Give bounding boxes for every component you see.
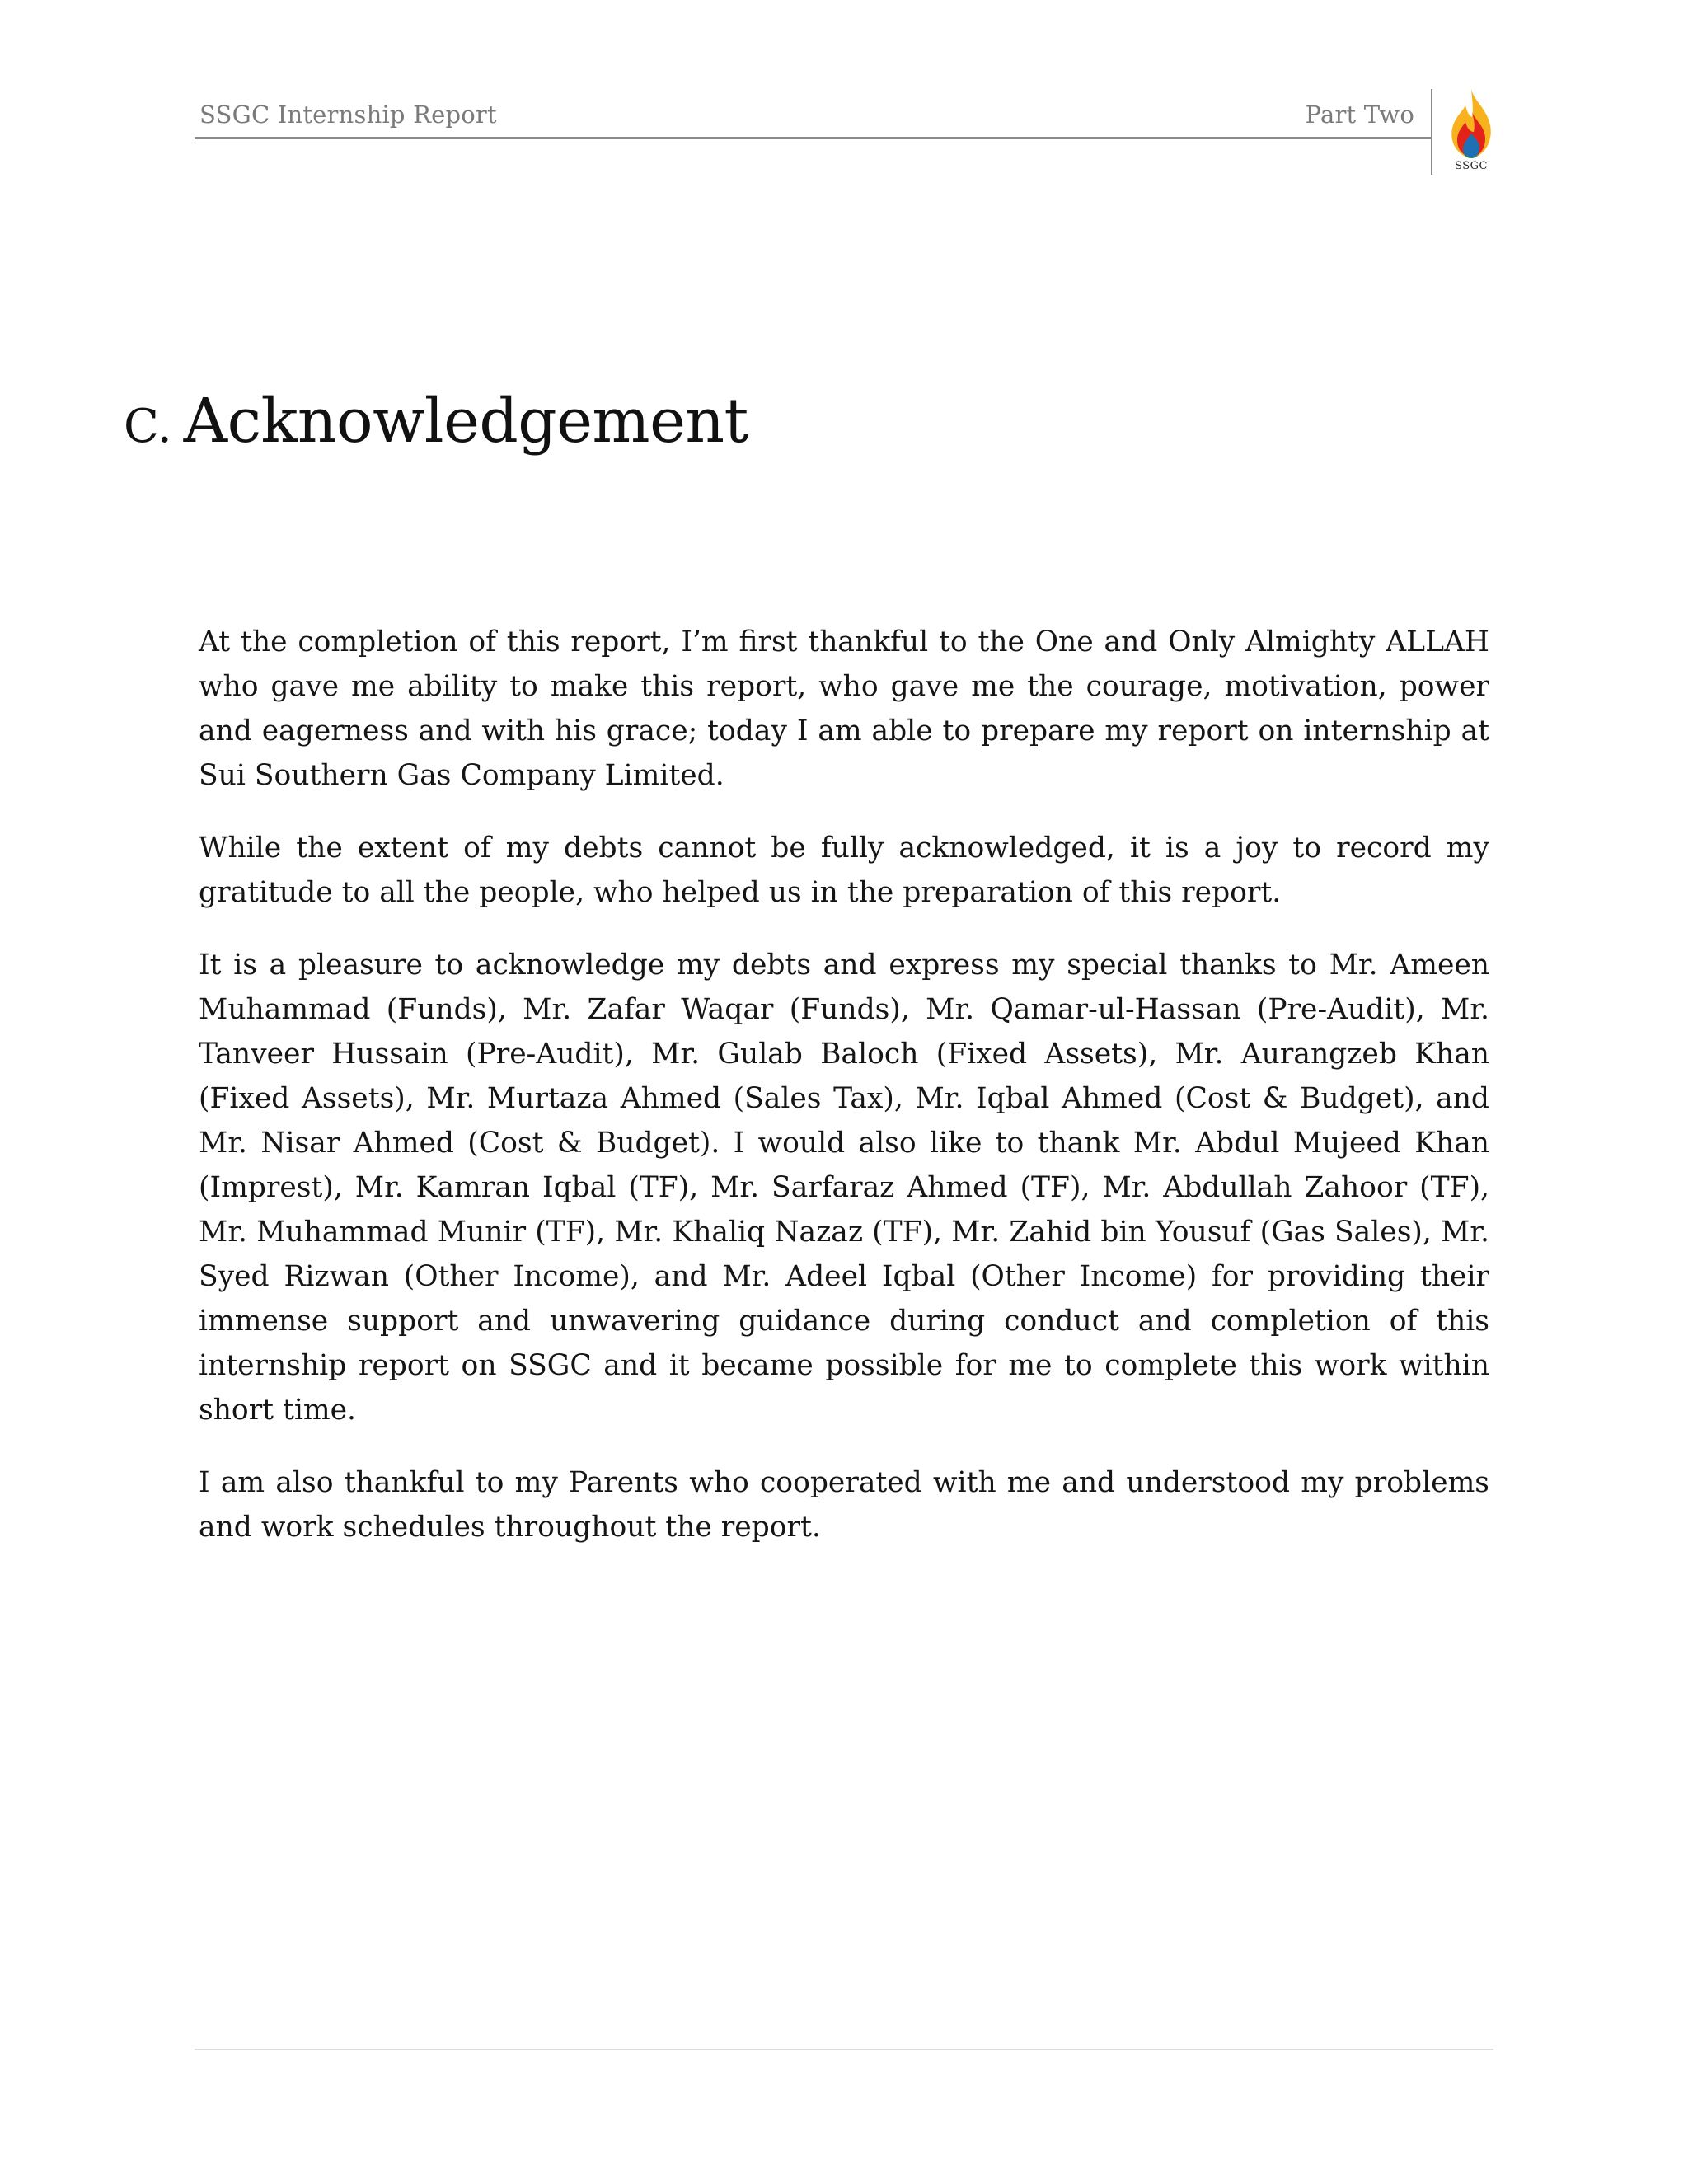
ssgc-logo [1444, 87, 1498, 178]
section-number: C. [124, 400, 172, 453]
header-divider [195, 137, 1432, 139]
header-document-title: SSGC Internship Report [199, 101, 497, 129]
section-title: Acknowledgement [183, 386, 748, 457]
page-header [195, 97, 1431, 138]
acknowledgement-body [199, 620, 1489, 1577]
flame-icon [1444, 87, 1498, 163]
header-part-label: Part Two [1305, 101, 1414, 129]
footer-divider [195, 2049, 1493, 2050]
section-heading [124, 386, 748, 457]
paragraph: It is a pleasure to acknowledge my debts and express my special thanks to Mr. Ameen Muhammad (Funds), Mr. Zafar Waqar (Funds), Mr. Qamar-ul-Hassan (Pre-Audit), Mr. Tanveer Hussain (Pre-Audit), Mr. Gulab Baloch (Fixed Assets), Mr. Aurangzeb Khan (Fixed Assets), Mr. Murtaza Ahmed (Sales Tax), Mr. Iqbal Ahmed (Cost & Budget), and Mr. Nisar Ahmed (Cost & Budget). I would also like to thank Mr. Abdul Mujeed Khan (Imprest), Mr. Kamran Iqbal (TF), Mr. Sarfaraz Ahmed (TF), Mr. Abdullah Zahoor (TF), Mr. Muhammad Munir (TF), Mr. Khaliq Nazaz (TF), Mr. Zahid bin Yousuf (Gas Sales), Mr. Syed Rizwan (Other Income), and Mr. Adeel Iqbal (Other Income) for providing their immense support and unwavering guidance during conduct and completion of this internship report on SSGC and it became possible for me to complete this work within short time. [199, 949, 1489, 1427]
paragraph: I am also thankful to my Parents who cooperated with me and understood my problems and work schedules throughout the report. [199, 1466, 1489, 1544]
logo-wordmark: SSGC [1455, 160, 1488, 172]
paragraph: At the completion of this report, I’m first thankful to the One and Only Almighty ALLAH who gave me ability to make this report, who gave me the courage, motivation, power and eagerness and with his grace; today I am able to prepare my report on internship at Sui Southern Gas Company Limited. [199, 626, 1489, 792]
header-vertical-divider [1431, 89, 1432, 175]
paragraph: While the extent of my debts cannot be fully acknowledged, it is a joy to record my gratitude to all the people, who helped us in the preparation of this report. [199, 832, 1489, 909]
